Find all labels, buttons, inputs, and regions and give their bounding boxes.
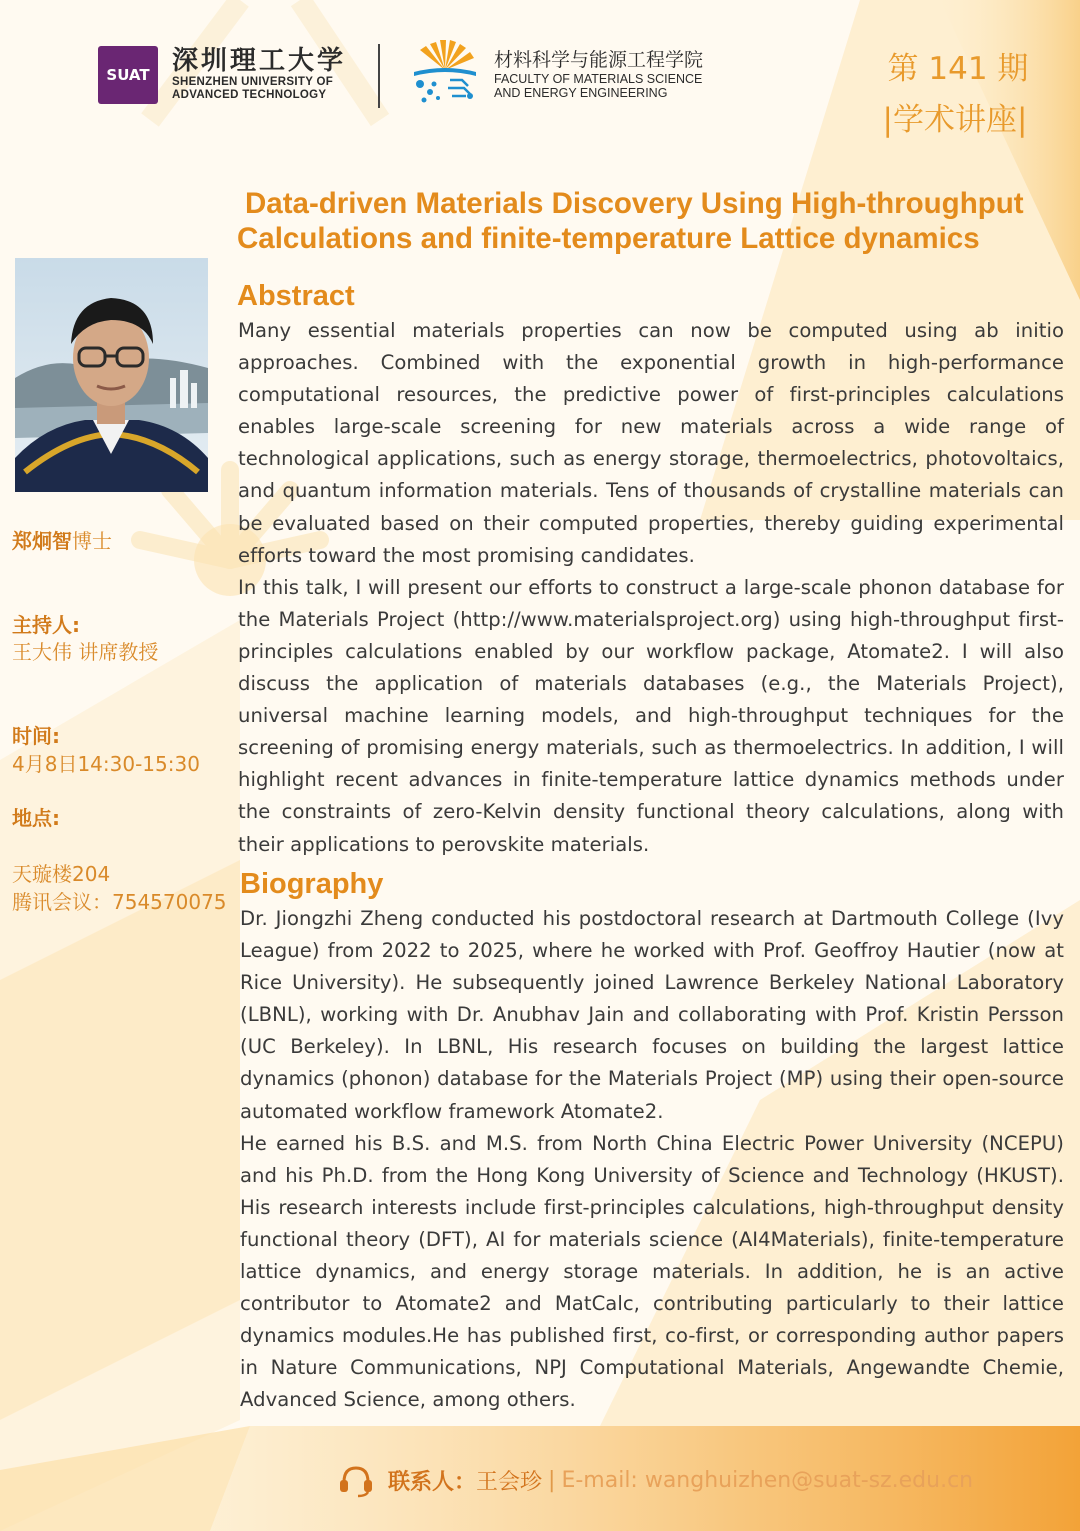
abstract-body (238, 315, 1064, 861)
meeting-id: 腾讯会议：754570075 (12, 890, 227, 914)
host-value: 王大伟 讲席教授 (12, 640, 159, 664)
university-logo (98, 46, 158, 104)
abstract-heading: Abstract (237, 280, 355, 312)
contact-label: 联系人： (388, 1469, 477, 1495)
headset-icon (336, 1462, 376, 1498)
speaker-name-block (12, 527, 112, 555)
faculty-name-en-2: AND ENERGY ENGINEERING (494, 86, 668, 100)
university-name-en-2: ADVANCED TECHNOLOGY (172, 89, 327, 101)
biography-heading: Biography (240, 868, 384, 900)
lecture-title (237, 186, 1067, 256)
abstract-paragraph-2: In this talk, I will present our efforts to construct a large-scale phonon database for the Materials Project (http://www.materialsproject.org) using high-throughput first-principles calculations enabled by our workflow package, Atomate2. I will also discuss the application of materials databases (e.g., the Materials Project), universal machine learning models, and high-throughput techniques for the screening of promising energy materials, such as thermoelectrics. In addition, I will highlight recent advances in finite-temperature lattice dynamics methods under the constraints of zero-Kelvin density functional theory calculations, along with their applications to perovskite materials. (238, 575, 1064, 856)
contact-separator: | (548, 1467, 556, 1493)
faculty-name-cn: 材料科学与能源工程学院 (494, 49, 704, 71)
university-name-cn: 深圳理工大学 (172, 46, 347, 76)
contact-email[interactable]: E-mail: wanghuizhen@suat-sz.edu.cn (561, 1467, 974, 1493)
time-value: 4月8日14:30-15:30 (12, 752, 200, 776)
host-label: 主持人: (12, 613, 80, 637)
biography-paragraph-1: Dr. Jiongzhi Zheng conducted his postdoctoral research at Dartmouth College (Ivy League) from 2022 to 2025, where he worked with Prof. Geoffroy Hautier (now at Rice University). He subsequently joined Lawrence Berkeley National Laboratory (LBNL), working with Dr. Anubhav Jain and collaborating with Prof. Kristin Persson (UC Berkeley). In LBNL, His research focuses on building the largest lattice dynamics (phonon) database for the Materials Project (MP) using their open-source automated workflow framework Atomate2. (240, 907, 1064, 1123)
university-name (172, 46, 346, 102)
contact-footer (336, 1462, 973, 1498)
issue-number: 第 141 期 (887, 51, 1029, 87)
speaker-name: 郑炯智 (12, 529, 72, 553)
faculty-name-en-1: FACULTY OF MATERIALS SCIENCE (494, 72, 703, 86)
lecture-title-line-1: Data-driven Materials Discovery Using High-throughput (245, 187, 1024, 220)
biography-body (240, 903, 1064, 1417)
lecture-title-line-2: Calculations and finite-temperature Lattice dynamics (237, 222, 980, 255)
series-label: |学术讲座| (882, 102, 1028, 138)
speaker-degree: 博士 (72, 529, 112, 553)
time-label: 时间: (12, 724, 60, 748)
faculty-name (494, 48, 703, 100)
university-name-en-1: SHENZHEN UNIVERSITY OF (172, 76, 334, 88)
abstract-paragraph-1: Many essential materials properties can now be computed using ab initio approaches. Combined with the exponential growth in high-performance computational resources, the predictive power of first-principles calculations enables large-scale screening for new materials across a wide range of technological applications, such as energy storage, thermoelectrics, photovoltaics, and quantum information materials. Tens of thousands of crystalline materials can be evaluated based on their computed properties, thereby guiding experimental efforts toward the most promising candidates. (238, 319, 1064, 567)
location-label: 地点: (12, 806, 60, 830)
biography-paragraph-2: He earned his B.S. and M.S. from North China Electric Power University (NCEPU) and his Ph.D. from the Hong Kong University of Science and Technology (HKUST). His research interests include first-principles calculations, high-throughput density functional theory (DFT), AI for materials science (AI4Materials), finite-temperature lattice dynamics, and energy storage materials. In addition, he is an active contributor to Atomate2 and MatCalc, contributing particularly to their lattice dynamics modules.He has published first, co-first, or corresponding author papers in Nature Communications, NPJ Computational Materials, Angewandte Chemie, Advanced Science, among others. (240, 1131, 1064, 1412)
location-room: 天璇楼204 (12, 862, 111, 886)
faculty-logo-icon (410, 40, 480, 106)
header-divider (378, 44, 380, 108)
speaker-photo (15, 258, 208, 492)
contact-name: 王会珍 (476, 1469, 543, 1495)
university-logo-mark: SUAT (106, 65, 150, 84)
